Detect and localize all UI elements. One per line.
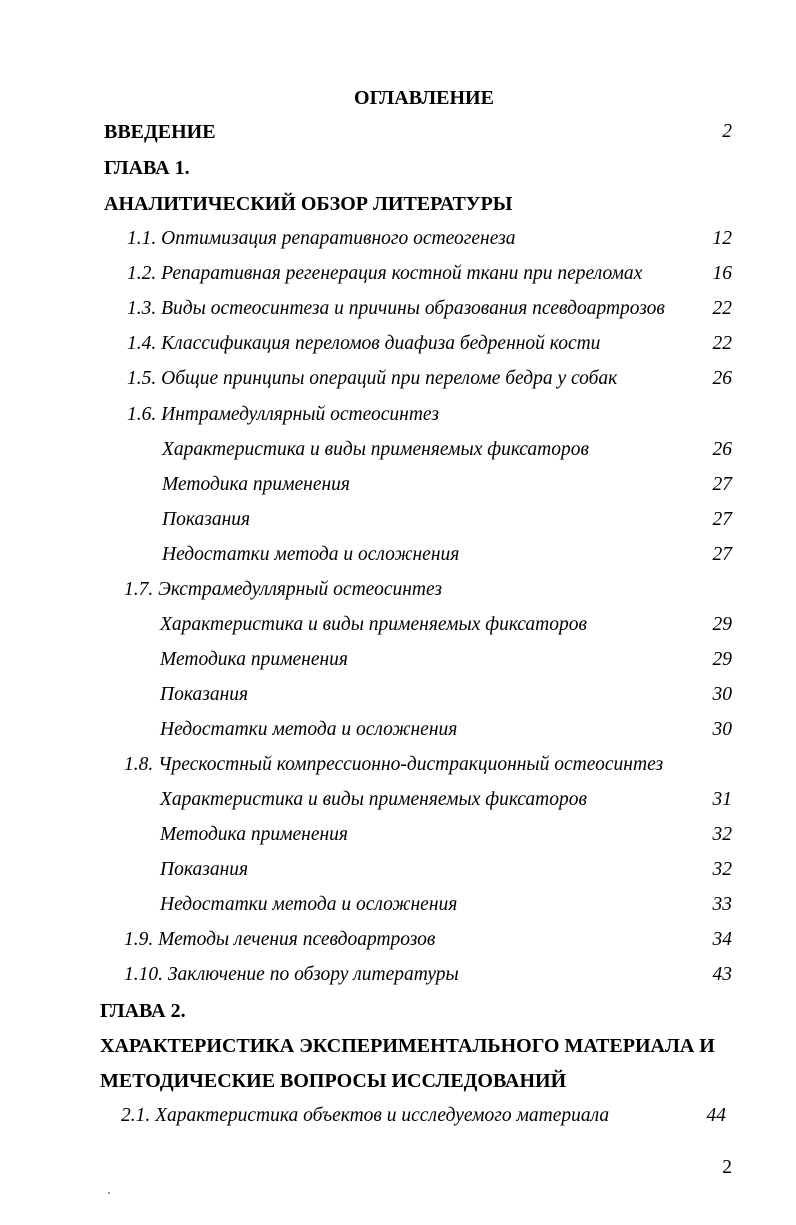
toc-entry-text: 1.8. Чрескостный компрессионно-дистракционный остеосинтез xyxy=(124,754,664,775)
toc-entry-page: 33 xyxy=(712,894,732,915)
toc-entry-text: 1.2. Репаративная регенерация костной ткани при переломах xyxy=(127,263,643,284)
toc-entry-text: 1.4. Классификация переломов диафиза бедренной кости xyxy=(127,333,601,354)
page-number: 2 xyxy=(722,1157,732,1178)
toc-entry-1-8-fixators xyxy=(0,788,796,812)
toc-entry-text: 1.6. Интрамедуллярный остеосинтез xyxy=(127,404,439,425)
toc-entry-1-7-indications xyxy=(0,683,796,707)
toc-entry-1-10 xyxy=(0,963,796,987)
toc-entry-page: 22 xyxy=(712,333,732,354)
toc-entry-text: 1.3. Виды остеосинтеза и причины образования псевдоартрозов xyxy=(127,298,665,319)
toc-entry-1-7-method xyxy=(0,648,796,672)
toc-entry-page: 44 xyxy=(706,1105,726,1126)
toc-entry-text: Недостатки метода и осложнения xyxy=(160,719,458,740)
scan-speck xyxy=(108,1192,110,1194)
toc-entry-chapter-2-title-1 xyxy=(0,1034,796,1058)
toc-entry-page: 16 xyxy=(712,263,732,284)
toc-entry-1-5 xyxy=(0,367,796,391)
toc-entry-1-6-indications xyxy=(0,508,796,532)
toc-entry-chapter-1 xyxy=(0,156,796,180)
toc-entry-text: ВВЕДЕНИЕ xyxy=(104,121,216,143)
toc-entry-text: Методика применения xyxy=(162,474,350,495)
toc-entry-page: 34 xyxy=(712,929,732,950)
toc-entry-text: Недостатки метода и осложнения xyxy=(160,894,458,915)
toc-entry-1-6-fixators xyxy=(0,438,796,462)
toc-entry-page: 27 xyxy=(712,544,732,565)
toc-entry-1-8-drawbacks xyxy=(0,893,796,917)
toc-entry-1-8-method xyxy=(0,823,796,847)
toc-entry-1-1 xyxy=(0,227,796,251)
toc-entry-1-6 xyxy=(0,403,796,427)
toc-entry-page: 12 xyxy=(712,228,732,249)
toc-entry-text: Методика применения xyxy=(160,649,348,670)
toc-entry-1-9 xyxy=(0,928,796,952)
toc-entry-chapter-2 xyxy=(0,999,796,1023)
toc-entry-text: МЕТОДИЧЕСКИЕ ВОПРОСЫ ИССЛЕДОВАНИЙ xyxy=(100,1070,567,1092)
toc-entry-text: Недостатки метода и осложнения xyxy=(162,544,460,565)
toc-entry-page: 30 xyxy=(712,719,732,740)
toc-entry-1-8-indications xyxy=(0,858,796,882)
toc-entry-text: Показания xyxy=(160,859,249,880)
toc-entry-2-1 xyxy=(0,1104,796,1128)
toc-entry-text: Показания xyxy=(162,509,251,530)
toc-entry-text: 1.5. Общие принципы операций при переломе бедра у собак xyxy=(127,368,618,389)
toc-entry-page: 26 xyxy=(712,439,732,460)
toc-entry-text: ГЛАВА 1. xyxy=(104,157,190,179)
toc-entry-1-8 xyxy=(0,753,796,777)
toc-entry-text: 1.10. Заключение по обзору литературы xyxy=(124,964,459,985)
toc-entry-text: 1.1. Оптимизация репаративного остеогенеза xyxy=(127,228,516,249)
toc-entry-text: Методика применения xyxy=(160,824,348,845)
toc-entry-page: 43 xyxy=(712,964,732,985)
toc-entry-page: 27 xyxy=(712,474,732,495)
toc-entry-page: 30 xyxy=(712,684,732,705)
toc-entry-text: Характеристика и виды применяемых фиксаторов xyxy=(160,614,587,635)
toc-entry-text: АНАЛИТИЧЕСКИЙ ОБЗОР ЛИТЕРАТУРЫ xyxy=(104,193,513,215)
toc-entry-page: 2 xyxy=(722,121,732,142)
toc-entry-chapter-1-title xyxy=(0,192,796,216)
toc-entry-page: 29 xyxy=(712,614,732,635)
toc-entry-text: Характеристика и виды применяемых фиксаторов xyxy=(160,789,587,810)
toc-entry-1-6-method xyxy=(0,473,796,497)
toc-entry-1-7-drawbacks xyxy=(0,718,796,742)
toc-entry-text: 2.1. Характеристика объектов и исследуемого материала xyxy=(121,1105,610,1126)
toc-heading: ОГЛАВЛЕНИЕ xyxy=(354,87,494,109)
toc-entry-1-2 xyxy=(0,262,796,286)
toc-entry-page: 32 xyxy=(712,859,732,880)
toc-entry-chapter-2-title-2 xyxy=(0,1069,796,1093)
toc-entry-1-7 xyxy=(0,578,796,602)
toc-entry-page: 31 xyxy=(712,789,732,810)
toc-entry-1-3 xyxy=(0,297,796,321)
toc-entry-text: Характеристика и виды применяемых фиксаторов xyxy=(162,439,589,460)
toc-entry-page: 26 xyxy=(712,368,732,389)
toc-entry-page: 22 xyxy=(712,298,732,319)
toc-entry-text: 1.9. Методы лечения псевдоартрозов xyxy=(124,929,436,950)
toc-entry-page: 32 xyxy=(712,824,732,845)
toc-entry-page: 27 xyxy=(712,509,732,530)
toc-entry-1-6-drawbacks xyxy=(0,543,796,567)
toc-entry-page: 29 xyxy=(712,649,732,670)
toc-entry-introduction xyxy=(0,120,796,144)
toc-entry-1-7-fixators xyxy=(0,613,796,637)
toc-entry-text: ГЛАВА 2. xyxy=(100,1000,186,1022)
toc-entry-1-4 xyxy=(0,332,796,356)
toc-entry-text: Показания xyxy=(160,684,249,705)
toc-entry-text: ХАРАКТЕРИСТИКА ЭКСПЕРИМЕНТАЛЬНОГО МАТЕРИАЛА И xyxy=(100,1035,715,1057)
toc-entry-text: 1.7. Экстрамедуллярный остеосинтез xyxy=(124,579,442,600)
